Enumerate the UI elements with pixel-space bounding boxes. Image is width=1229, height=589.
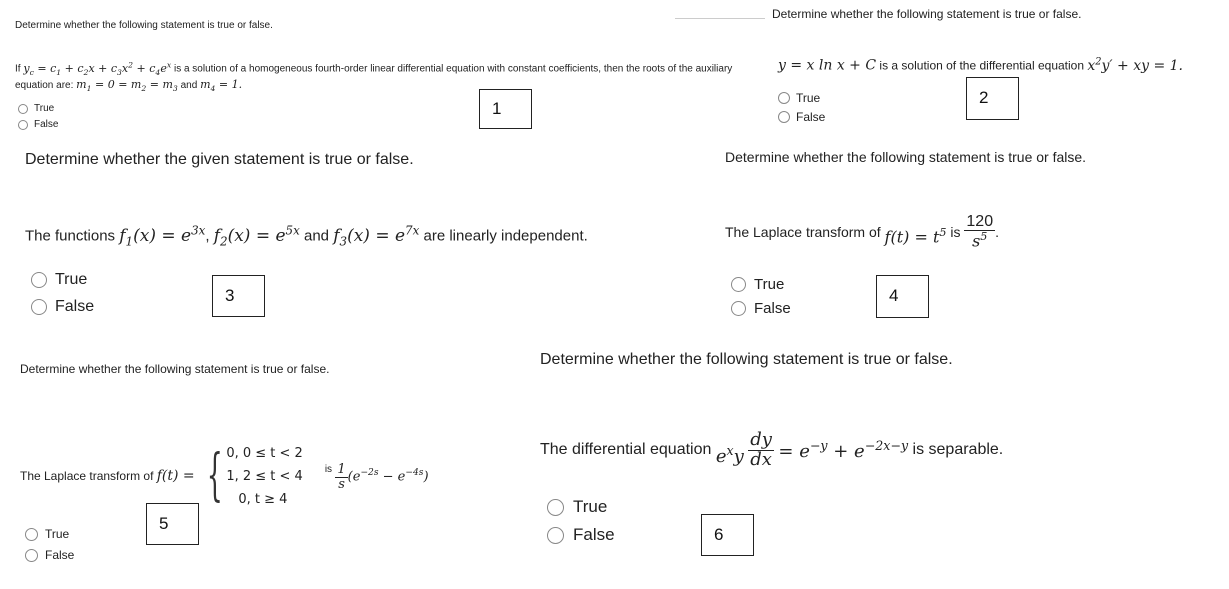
q4-fraction-denominator: $s^5$ bbox=[972, 230, 988, 251]
q5-option-true[interactable] bbox=[25, 527, 69, 541]
q1-solution-expression: $y_c = c_1 + c_2x + c_3x^2 + c_4e^x$ bbox=[23, 60, 172, 77]
q1-number: 1 bbox=[492, 99, 502, 118]
q5-number-box bbox=[146, 503, 199, 545]
q6-radio-true[interactable] bbox=[547, 499, 564, 516]
q3-option-false-label: False bbox=[55, 298, 95, 315]
q3-option-false[interactable] bbox=[31, 298, 94, 316]
q5-option-false-label: False bbox=[45, 548, 75, 562]
q2-radio-false[interactable] bbox=[778, 111, 790, 123]
q5-function: f(t) = bbox=[156, 468, 195, 484]
q2-option-true-label: True bbox=[796, 91, 821, 105]
q3-statement bbox=[25, 223, 588, 248]
q6-heading: Determine whether the following statement is true or false. bbox=[540, 351, 953, 368]
q3-f2: $f_2(x) = e^{5x}$ bbox=[213, 223, 300, 249]
q4-fraction-numerator: 120 bbox=[966, 212, 994, 230]
q5-fraction-denominator: s bbox=[338, 476, 345, 492]
q6-option-false-label: False bbox=[573, 525, 615, 544]
q1-heading: Determine whether the following statement is true or false. bbox=[15, 20, 273, 31]
q1-option-false[interactable] bbox=[18, 119, 58, 130]
q1-radio-false[interactable] bbox=[18, 120, 28, 130]
q6-prefix: The differential equation bbox=[540, 441, 712, 458]
q3-radio-true[interactable] bbox=[31, 272, 47, 288]
q5-brace: { bbox=[206, 443, 223, 508]
q2-option-true[interactable] bbox=[778, 91, 820, 105]
q5-radio-false[interactable] bbox=[25, 549, 38, 562]
q3-option-true[interactable] bbox=[31, 271, 87, 289]
q3-number-box bbox=[212, 275, 265, 317]
q3-and: and bbox=[304, 227, 330, 245]
q5-option-false[interactable] bbox=[25, 548, 74, 562]
q1-option-true[interactable] bbox=[18, 103, 54, 114]
q1-option-true-label: True bbox=[34, 103, 55, 114]
q4-fraction bbox=[964, 214, 995, 251]
q2-radio-true[interactable] bbox=[778, 92, 790, 104]
q1-radio-true[interactable] bbox=[18, 104, 28, 114]
q3-option-true-label: True bbox=[55, 271, 88, 288]
q5-result: $(e^{-2s} - e^{-4s})$ bbox=[347, 467, 429, 485]
q2-number: 2 bbox=[979, 88, 989, 107]
q6-option-true-label: True bbox=[573, 497, 608, 516]
q5-case-3: 0, t ≥ 4 bbox=[238, 491, 288, 507]
q5-option-true-label: True bbox=[45, 527, 70, 541]
q1-roots: $m_1 = 0 = m_2 = m_3$ bbox=[76, 78, 178, 94]
q4-is: is bbox=[950, 224, 961, 240]
q4-period: . bbox=[995, 224, 999, 240]
q4-radio-false[interactable] bbox=[731, 301, 746, 316]
q5-case-2: 1, 2 ≤ t < 4 bbox=[226, 468, 303, 484]
q3-prefix: The functions bbox=[25, 227, 116, 245]
q1-text: is a solution of a homogeneous fourth-order linear differential equation with constant coefficients, then the roots of the auxiliary bbox=[173, 63, 733, 75]
q6-derivative-dy: dy bbox=[750, 428, 772, 450]
q3-number: 3 bbox=[225, 286, 235, 305]
q4-prefix: The Laplace transform of bbox=[725, 224, 881, 240]
q6-number: 6 bbox=[714, 525, 724, 544]
q4-option-false-label: False bbox=[754, 300, 791, 317]
q3-radio-false[interactable] bbox=[31, 299, 47, 315]
q1-and: and bbox=[180, 80, 198, 91]
q5-is: is bbox=[324, 463, 333, 475]
q6-rhs: = $e^{-y} + e^{-2x-y}$ bbox=[778, 438, 909, 462]
q2-statement bbox=[778, 56, 1183, 74]
q4-radio-true[interactable] bbox=[731, 277, 746, 292]
q3-f1: $f_1(x) = e^{3x}$ bbox=[119, 223, 206, 249]
q1-option-false-label: False bbox=[34, 119, 59, 130]
q5-heading: Determine whether the following statement is true or false. bbox=[20, 362, 330, 376]
q4-statement bbox=[725, 210, 999, 254]
q1-if: If bbox=[15, 63, 21, 75]
q5-cases bbox=[226, 442, 303, 511]
q6-option-true[interactable] bbox=[547, 497, 607, 517]
q2-option-false[interactable] bbox=[778, 110, 825, 124]
q6-derivative-dx: dx bbox=[750, 448, 772, 470]
q5-prefix: The Laplace transform of bbox=[20, 469, 154, 483]
q2-text: is a solution of the differential equation bbox=[879, 58, 1085, 73]
q6-number-box bbox=[701, 514, 754, 556]
q3-f3: $f_3(x) = e^{7x}$ bbox=[333, 223, 420, 249]
q5-statement bbox=[20, 441, 429, 511]
q4-number: 4 bbox=[889, 286, 899, 305]
q3-comma: , bbox=[205, 227, 210, 245]
q3-heading: Determine whether the given statement is true or false. bbox=[25, 151, 414, 168]
q6-statement bbox=[540, 424, 1003, 476]
q4-option-true-label: True bbox=[754, 276, 785, 293]
q5-number: 5 bbox=[159, 514, 169, 533]
q2-expression: y = x ln x + C bbox=[778, 57, 877, 74]
q6-derivative bbox=[748, 428, 774, 470]
q2-differential-equation: $x^2y'$ + xy = 1. bbox=[1087, 56, 1184, 74]
q6-radio-false[interactable] bbox=[547, 527, 564, 544]
q1-m4: $m_4 = 1$. bbox=[200, 78, 243, 94]
q1-line2-prefix: equation are: bbox=[15, 80, 74, 91]
q4-function: $f(t) = t^5$ bbox=[884, 225, 947, 247]
q5-case-1: 0, 0 ≤ t < 2 bbox=[226, 445, 303, 461]
q6-lhs: $e^xy$ bbox=[715, 443, 744, 467]
q4-heading: Determine whether the following statement is true or false. bbox=[725, 149, 1087, 165]
q1-statement-line2 bbox=[15, 78, 242, 93]
q2-divider bbox=[675, 18, 765, 19]
q2-heading: Determine whether the following statement is true or false. bbox=[772, 7, 1082, 21]
q4-option-false[interactable] bbox=[731, 300, 791, 317]
q6-suffix: is separable. bbox=[912, 441, 1004, 458]
q3-suffix: are linearly independent. bbox=[423, 227, 588, 245]
q1-statement bbox=[15, 60, 732, 77]
q5-fraction bbox=[335, 463, 347, 491]
q4-number-box bbox=[876, 275, 929, 318]
q5-fraction-numerator: 1 bbox=[337, 461, 346, 477]
q2-number-box bbox=[966, 77, 1019, 120]
q5-radio-true[interactable] bbox=[25, 528, 38, 541]
q2-option-false-label: False bbox=[796, 110, 826, 124]
q4-option-true[interactable] bbox=[731, 276, 784, 293]
q6-option-false[interactable] bbox=[547, 525, 615, 545]
q1-number-box bbox=[479, 89, 532, 129]
